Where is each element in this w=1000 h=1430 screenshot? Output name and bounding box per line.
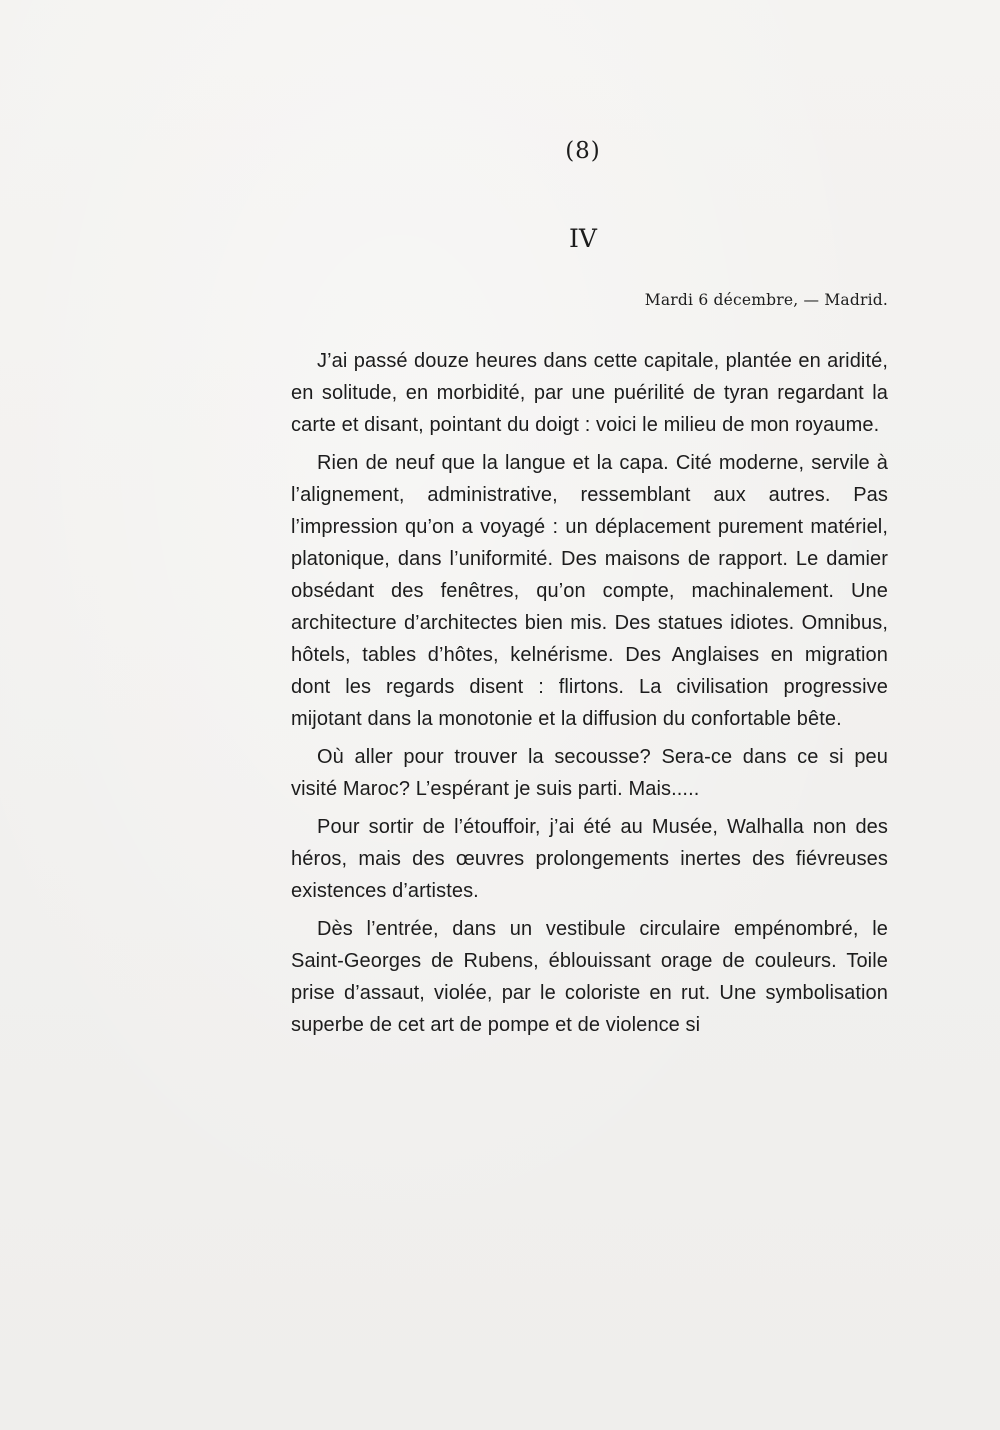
paragraph: Où aller pour trouver la secousse? Sera-ce dans ce si peu visité Maroc? L’espérant je suis parti. Mais..... <box>291 746 888 800</box>
page-number: (8) <box>565 138 601 164</box>
paragraph: Pour sortir de l’étouffoir, j’ai été au Musée, Walhalla non des héros, mais des œuvres prolongements inertes des fiévreuses existences d’artistes. <box>291 816 888 902</box>
dateline: Mardi 6 décembre, — Madrid. <box>644 291 888 309</box>
section-heading: IV <box>569 224 597 253</box>
paragraph: Dès l’entrée, dans un vestibule circulaire empénombré, le Saint-Georges de Rubens, éblouissant orage de couleurs. Toile prise d’assaut, violée, par le coloriste en rut. Une symbolisation superbe de cet art de pompe et de violence si <box>291 918 888 1036</box>
body-text <box>291 345 888 1047</box>
paragraph: J’ai passé douze heures dans cette capitale, plantée en aridité, en solitude, en morbidité, par une puérilité de tyran regardant la carte et disant, pointant du doigt : voici le milieu de mon royaume. <box>291 350 888 436</box>
paragraph: Rien de neuf que la langue et la capa. Cité moderne, servile à l’alignement, administrative, ressemblant aux autres. Pas l’impression qu’on a voyagé : un déplacement purement matériel, platonique, dans l’uniformité. Des maisons de rapport. Le damier obsédant des fenêtres, qu’on compte, machinalement. Une architecture d’architectes bien mis. Des statues idiotes. Omnibus, hôtels, tables d’hôtes, kelnérisme. Des Anglaises en migration dont les regards disent : flirtons. La civilisation progressive mijotant dans la monotonie et la diffusion du confortable bête. <box>291 452 888 730</box>
